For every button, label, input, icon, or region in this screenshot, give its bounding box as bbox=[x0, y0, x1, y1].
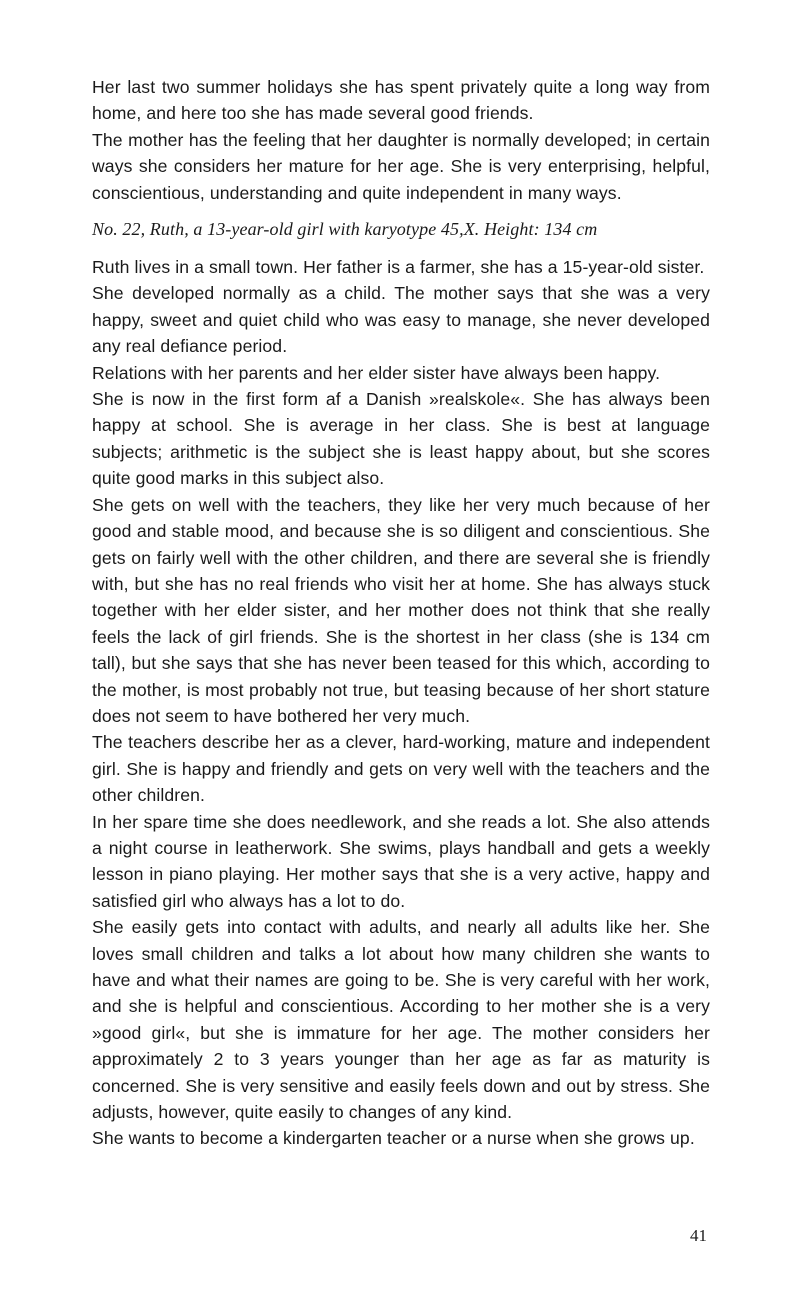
intro-paragraph-1: Her last two summer holidays she has spent privately quite a long way from home, and here too she has made several good friends. bbox=[92, 77, 710, 124]
case-paragraph-2: She developed normally as a child. The mother says that she was a very happy, sweet and quiet child who was easy to manage, she never developed any real defiance period. bbox=[92, 283, 710, 357]
page-number: 41 bbox=[690, 1226, 707, 1245]
case-paragraph-4: She is now in the first form af a Danish »realskole«. She has always been happy at school. She is average in her class. She is best at language subjects; arithmetic is the subject she is least happy about, but she scores quite good marks in this subject also. bbox=[92, 389, 710, 489]
case-paragraph-7: In her spare time she does needlework, and she reads a lot. She also attends a night course in leatherwork. She swims, plays handball and gets a weekly lesson in piano playing. Her mother says that she is a very active, happy and satisfied girl who always has a lot to do. bbox=[92, 811, 710, 911]
case-paragraph-3: Relations with her parents and her elder sister have always been happy. bbox=[92, 362, 661, 383]
case-paragraph-9: She wants to become a kindergarten teacher or a nurse when she grows up. bbox=[92, 1128, 695, 1149]
case-paragraph-8: She easily gets into contact with adults, and nearly all adults like her. She loves small children and talks a lot about how many children she wants to have and what their names are going to be. She is very careful with her work, and she is helpful and conscientious. According to her mother she is a very »good girl«, but she is immature for her age. The mother considers her approximately 2 to 3 years younger than her age as far as maturity is concerned. She is very sensitive and easily feels down and out by stress. She adjusts, however, quite easily to changes of any kind. bbox=[92, 917, 710, 1123]
case-paragraph-6: The teachers describe her as a clever, hard-working, mature and independent girl. She is happy and friendly and gets on very well with the teachers and the other children. bbox=[92, 732, 710, 806]
case-heading: No. 22, Ruth, a 13-year-old girl with karyotype 45,X. Height: 134 cm bbox=[92, 219, 598, 240]
body-text bbox=[92, 74, 710, 1152]
case-paragraph-5: She gets on well with the teachers, they like her very much because of her good and stable mood, and because she is so diligent and conscientious. She gets on fairly well with the other children, and there are several she is friendly with, but she has no real friends who visit her at home. She has always stuck together with her elder sister, and her mother does not think that she really feels the lack of girl friends. She is the shortest in her class (she is 134 cm tall), but she says that she has never been teased for this which, according to the mother, is most probably not true, but teasing because of her short stature does not seem to have bothered her very much. bbox=[92, 494, 710, 726]
case-paragraph-1: Ruth lives in a small town. Her father is a farmer, she has a 15-year-old sister. bbox=[92, 257, 705, 278]
intro-paragraph-2: The mother has the feeling that her daughter is normally developed; in certain ways she considers her mature for her age. She is very enterprising, helpful, conscientious, understanding and quite independent in many ways. bbox=[92, 129, 710, 203]
